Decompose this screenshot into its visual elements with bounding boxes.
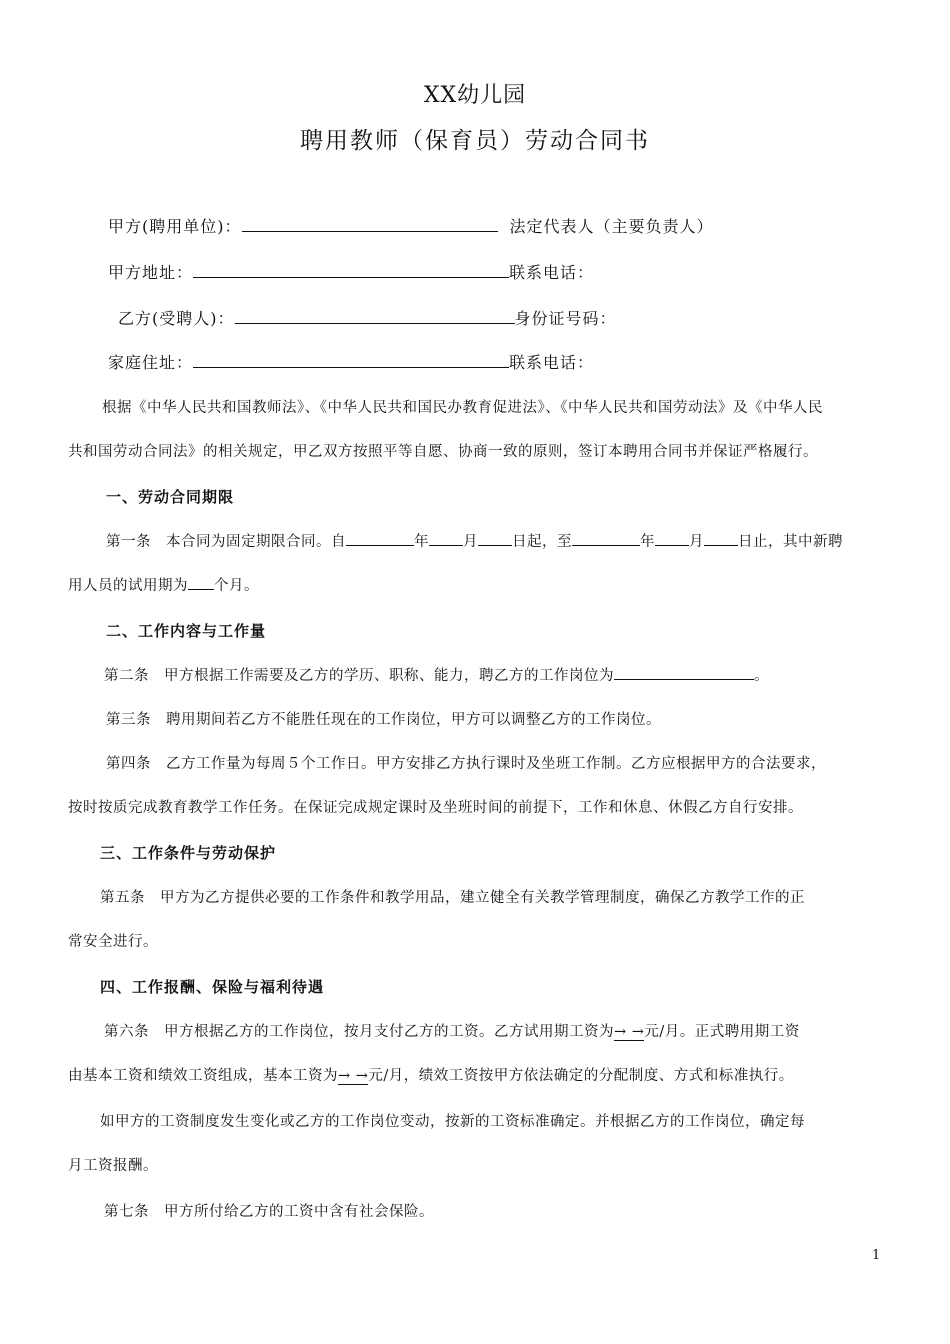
trial-wage-label: 第六条 甲方根据乙方的工作岗位，按月支付乙方的工资。乙方试用期工资为 [104, 1024, 614, 1040]
start-month-label: 月 [463, 534, 478, 550]
end-month-blank [655, 533, 689, 546]
start-day-blank [478, 533, 512, 546]
article-4-line-2: 按时按质完成教育教学工作任务。在保证完成规定课时及坐班时间的前提下，工作和休息、休假乙方自行安排。 [68, 800, 803, 816]
article-5-line-1: 第五条 甲方为乙方提供必要的工作条件和教学用品，建立健全有关教学管理制度，确保乙方教学工作的正 [100, 890, 805, 906]
start-day-label: 日起，至 [512, 534, 572, 550]
trial-wage-unit: 元/月。正式聘用期工资 [644, 1024, 800, 1040]
end-day-blank [704, 533, 738, 546]
page-number: 1 [872, 1248, 881, 1263]
party-a-line [108, 214, 714, 237]
phone-label-1: 联系电话： [509, 263, 595, 282]
article-1-line-2 [68, 574, 259, 595]
home-address-line [108, 350, 594, 373]
legal-rep-label: 法定代表人（主要负责人） [509, 217, 714, 236]
article-4-line-1: 第四条 乙方工作量为每周５个工作日。甲方安排乙方执行课时及坐班工作制。乙方应根据甲方的合法要求， [106, 756, 826, 772]
article-2 [104, 664, 769, 685]
article-5-line-2: 常安全进行。 [68, 934, 158, 950]
end-year-label: 年 [640, 534, 655, 550]
contract-title: 聘用教师（保育员）劳动合同书 [300, 128, 650, 154]
intro-line-1: 根据《中华人民共和国教师法》、《中华人民共和国民办教育促进法》、《中华人民共和国劳动法》及《中华人民 [102, 400, 823, 416]
home-address-blank [193, 353, 509, 368]
probation-unit: 个月。 [214, 578, 259, 594]
article-2-text: 第二条 甲方根据工作需要及乙方的学历、职称、能力，聘乙方的工作岗位为 [104, 668, 614, 684]
id-label: 身份证号码： [514, 309, 617, 328]
section-heading-1: 一、劳动合同期限 [106, 488, 235, 506]
start-year-label: 年 [414, 534, 429, 550]
base-wage-blank: → → [338, 1068, 369, 1084]
article-1-text: 第一条 本合同为固定期限合同。自 [106, 534, 346, 550]
trial-wage-blank: → → [614, 1024, 645, 1040]
home-address-label: 家庭住址： [108, 353, 194, 372]
article-6-p2-line-1: 如甲方的工资制度发生变化或乙方的工作岗位变动，按新的工资标准确定。并根据乙方的工作岗位，确定每 [100, 1114, 805, 1130]
article-6-line-2 [68, 1064, 794, 1085]
base-wage-unit: 元/月，绩效工资按甲方依法确定的分配制度、方式和标准执行。 [368, 1068, 794, 1084]
section-heading-4: 四、工作报酬、保险与福利待遇 [100, 978, 325, 996]
end-year-blank [572, 533, 640, 546]
party-b-blank [235, 309, 515, 324]
party-a-address-label: 甲方地址： [108, 263, 194, 282]
party-a-address-line [108, 260, 594, 283]
base-wage-label: 由基本工资和绩效工资组成，基本工资为 [68, 1068, 338, 1084]
article-7: 第七条 甲方所付给乙方的工资中含有社会保险。 [104, 1204, 434, 1220]
position-blank [614, 667, 754, 680]
probation-label: 用人员的试用期为 [68, 578, 188, 594]
intro-line-2: 共和国劳动合同法》的相关规定，甲乙双方按照平等自愿、协商一致的原则，签订本聘用合同书并保证严格履行。 [68, 444, 818, 460]
party-a-blank [242, 217, 498, 232]
end-month-label: 月 [689, 534, 704, 550]
article-3: 第三条 聘用期间若乙方不能胜任现在的工作岗位，甲方可以调整乙方的工作岗位。 [106, 712, 661, 728]
party-a-address-blank [193, 263, 509, 278]
party-b-label: 乙方(受聘人)： [118, 309, 235, 328]
start-month-blank [429, 533, 463, 546]
article-6-line-1 [104, 1020, 800, 1041]
phone-label-2: 联系电话： [509, 353, 595, 372]
kindergarten-title: XX幼儿园 [423, 83, 527, 108]
probation-blank [188, 577, 214, 590]
article-6-p2-line-2: 月工资报酬。 [68, 1158, 158, 1174]
party-b-line [118, 306, 617, 329]
article-2-end: 。 [754, 668, 769, 684]
party-a-label: 甲方(聘用单位)： [108, 217, 242, 236]
section-heading-2: 二、工作内容与工作量 [106, 622, 267, 640]
article-1-line-1 [106, 530, 843, 551]
end-day-label: 日止，其中新聘 [738, 534, 843, 550]
section-heading-3: 三、工作条件与劳动保护 [100, 844, 277, 862]
start-year-blank [346, 533, 414, 546]
